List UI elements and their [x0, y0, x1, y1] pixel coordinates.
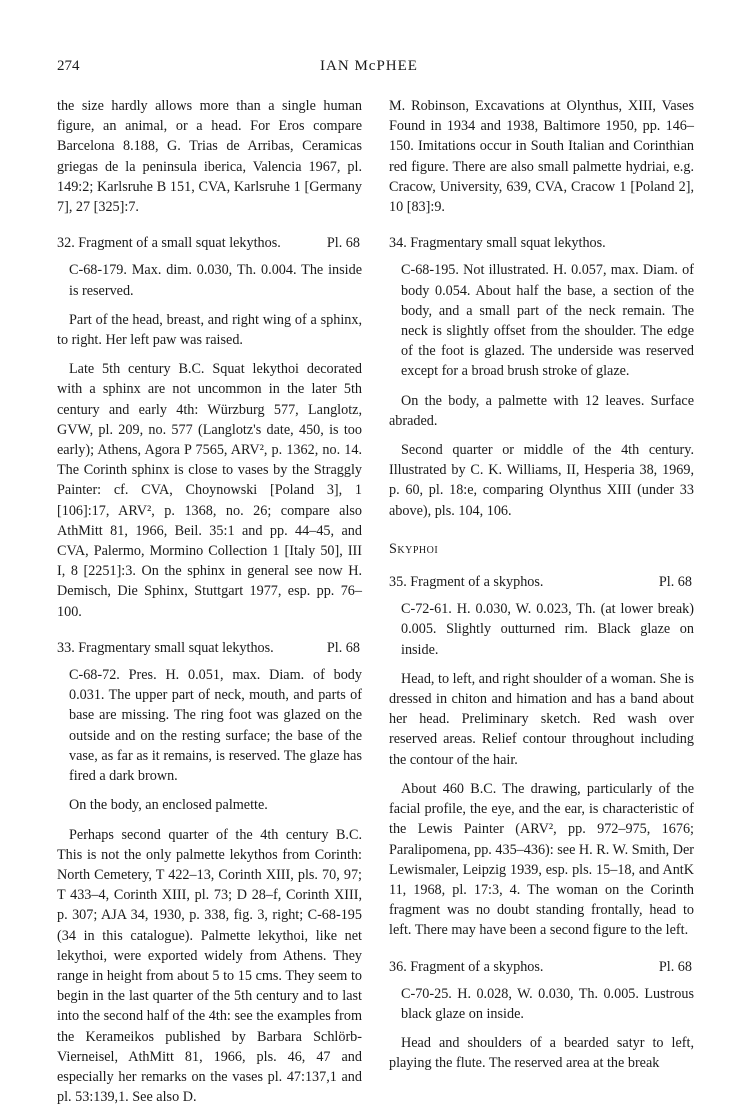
entry-35-paragraph-2: About 460 B.C. The drawing, particularly of the facial profile, the eye, and the ear, is characteristic of the Lewis Painter (ARV², pp. 972–975, 1676; Paralipomena, pp. 435–436): see H. R. W. Smith, Der Lewismaler, Leipzig 1939, esp. pls. 15–18, and AntK 11, 1968, pl. 17:3, 4. The woman on the Corinth fragment was no doubt standing frontally, head to left. There may have been a second figure to the left.	[389, 780, 694, 939]
page-header	[0, 58, 738, 80]
entry-33-heading	[57, 638, 362, 658]
entry-36-heading	[389, 957, 694, 977]
page-number: 274	[57, 58, 80, 74]
entry-35-heading	[389, 572, 694, 592]
entry-35-title: 35. Fragment of a skyphos.	[389, 574, 544, 591]
entry-32-title: 32. Fragment of a small squat lekythos.	[57, 235, 281, 252]
entry-33-plate: Pl. 68	[326, 639, 360, 656]
entry-32-paragraph-2: Late 5th century B.C. Squat lekythoi decorated with a sphinx are not uncommon in the later 5th century and early 4th: Würzburg 577, Langlotz, GVW, pl. 209, no. 577 (Langlotz's date, 450, is too early); Athens, Agora P 7565, ARV², p. 1362, no. 14. The Corinth sphinx is close to vases by the Straggly Painter: cf. CVA, Choynowski [Poland 3], 1 [106]:17, ARV², p. 1368, no. 26; compare also AthMitt 81, 1966, Beil. 35:1 and pp. 44–45, and CVA, Palermo, Mormino Collection 1 [Italy 50], III I, 8 [2251]:3. On the sphinx in general see now H. Demisch, Die Sphinx, Stuttgart 1977, esp. pp. 76–100.	[57, 361, 362, 620]
section-heading-skyphoi: Skyphoi	[389, 540, 439, 557]
entry-33-paragraph-1: On the body, an enclosed palmette.	[69, 797, 268, 814]
entry-36-title: 36. Fragment of a skyphos.	[389, 958, 544, 975]
running-head: IAN McPHEE	[320, 58, 418, 74]
right-column	[389, 96, 694, 1083]
entry-33-description: C-68-72. Pres. H. 0.051, max. Diam. of body 0.031. The upper part of neck, mouth, and parts of base are missing. The ring foot was glazed on the outside and on the resting surface; the base of the vase, as far as it remains, is reserved. The glaze has fired a dark brown.	[69, 667, 362, 785]
entry-35-paragraph-1: Head, to left, and right shoulder of a woman. She is dressed in chiton and himation and has a band about her head. Preliminary sketch. Red wash over reserved areas. Relief contour throughout including the contour of the hair.	[389, 670, 694, 768]
entry-34-paragraph-2: Second quarter or middle of the 4th century. Illustrated by C. K. Williams, II, Hesperia 38, 1969, p. 60, pl. 18:e, comparing Olynthus XIII (under 33 above), pls. 104, 106.	[389, 442, 694, 519]
entry-34-title: 34. Fragmentary small squat lekythos.	[389, 235, 606, 252]
entry-32-description: C-68-179. Max. dim. 0.030, Th. 0.004. The inside is reserved.	[69, 262, 362, 299]
entry-33-paragraph-2: Perhaps second quarter of the 4th century B.C. This is not the only palmette lekythos from Corinth: North Cemetery, T 422–13, Corinth XIII, pls. 70, 97; T 433–4, Corinth XIII, pl. 73; D 28–f, Corinth XIII, p. 307; AJA 34, 1930, p. 338, fig. 3, right; C-68-195 (34 in this catalogue). Palmette lekythoi, like net lekythoi, were exported widely from Athens. They range in height from about 5 to 15 cms. They seem to begin in the last quarter of the 5th century and to last into the second half of the 4th: see the examples from the Kerameikos published by Barbara Schlörb-Vierneisel, AthMitt 81, 1966, pls. 46, 47 and especially her remarks on the vases pl. 47:137,1 and pl. 53:139,1. See also D.	[57, 826, 362, 1106]
entry-34-paragraph-1: On the body, a palmette with 12 leaves. Surface abraded.	[389, 392, 694, 429]
entry-34-description: C-68-195. Not illustrated. H. 0.057, max. Diam. of body 0.054. About half the base, a section of the body, and a small part of the neck remain. The neck is slightly offset from the shoulder. The edge of the foot is glazed. The underside was reserved except for a broad brush stroke of glaze.	[401, 262, 694, 380]
entry-32-paragraph-1: Part of the head, breast, and right wing of a sphinx, to right. Her left paw was raised.	[57, 311, 362, 349]
entry-33-title: 33. Fragmentary small squat lekythos.	[57, 639, 274, 656]
entry-35-plate: Pl. 68	[658, 574, 692, 591]
entry-34-heading	[389, 233, 694, 253]
entry-32-heading	[57, 233, 362, 253]
entry-35-description: C-72-61. H. 0.030, W. 0.023, Th. (at lower break) 0.005. Slightly outturned rim. Black glaze on inside.	[401, 601, 694, 658]
entry-32-plate: Pl. 68	[326, 235, 360, 252]
entry-36-paragraph-1: Head and shoulders of a bearded satyr to left, playing the flute. The reserved area at the break	[389, 1035, 694, 1072]
left-column	[57, 96, 362, 1116]
intro-paragraph: the size hardly allows more than a single human figure, an animal, or a head. For Eros compare Barcelona 8.188, G. Trias de Arribas, Ceramicas griegas de la peninsula iberica, Valencia 1967, pl. 149:2; Karlsruhe B 151, CVA, Karlsruhe 1 [Germany 7], 27 [325]:7.	[57, 98, 362, 216]
entry-36-description: C-70-25. H. 0.028, W. 0.030, Th. 0.005. Lustrous black glaze on inside.	[401, 985, 694, 1022]
continued-paragraph: M. Robinson, Excavations at Olynthus, XIII, Vases Found in 1934 and 1938, Baltimore 1950, pp. 146–150. Imitations occur in South Italian and Corinthian red figure. There are also small palmette hydriai, e.g. Cracow, University, 639, CVA, Cracow 1 [Poland 2], 10 [83]:9.	[389, 98, 694, 216]
entry-36-plate: Pl. 68	[658, 958, 692, 975]
